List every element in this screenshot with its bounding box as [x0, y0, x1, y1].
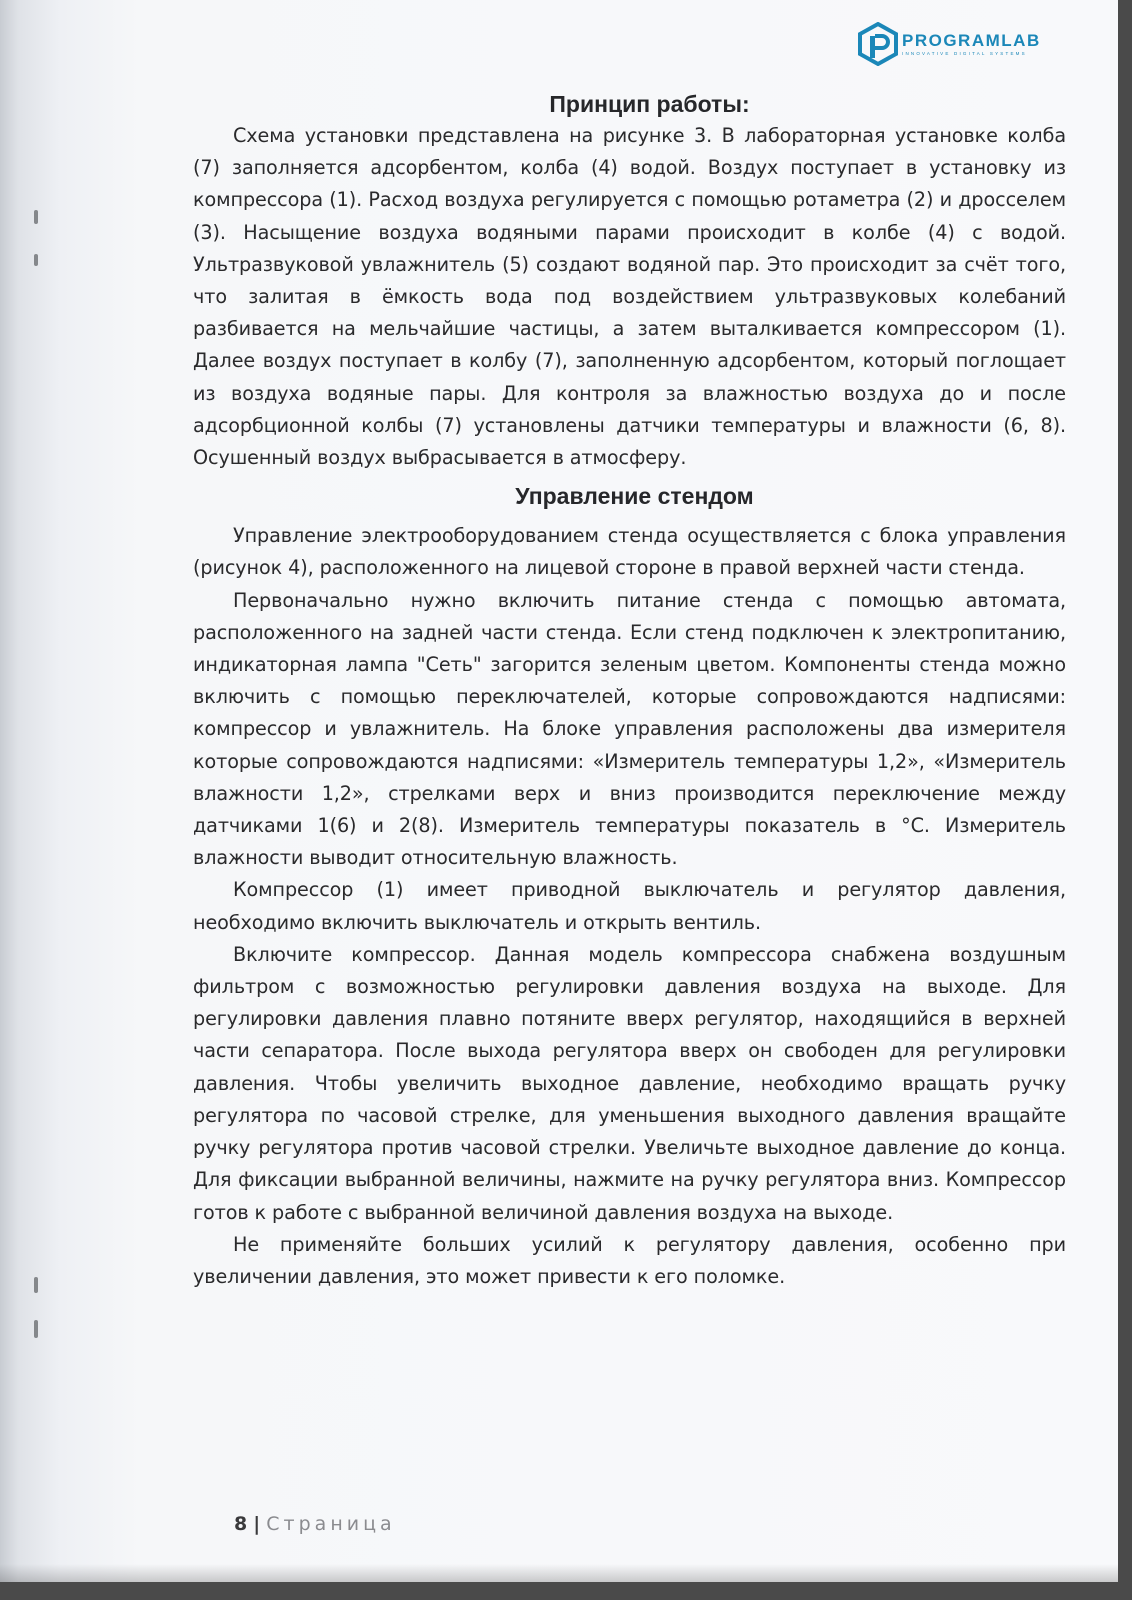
binding-mark — [34, 1320, 38, 1338]
paragraph: Компрессор (1) имеет приводной выключатель и регулятор давления, необходимо включить выключатель и открыть вентиль. — [193, 878, 1066, 934]
footer-separator: | — [253, 1513, 261, 1535]
paragraph: Управление электрооборудованием стенда осуществляется с блока управления (рисунок 4), расположенного на лицевой стороне в правой верхней части стенда. — [193, 524, 1066, 580]
page-number: 8 — [234, 1513, 248, 1535]
logo-tagline: INNOVATIVE DIGITAL SYSTEMS — [902, 50, 1027, 56]
scan-shadow — [0, 1564, 1118, 1582]
binding-mark — [34, 1277, 38, 1293]
paragraph: Первоначально нужно включить питание стенда с помощью автомата, расположенного на задней части стенда. Если стенд подключен к электропитанию, индикаторная лампа "Сеть" загорится зеленым цветом. Компоненты стенда можно включить с помощью переключателей, которые сопровождаются надписями: компрессор и увлажнитель. На блоке управления расположены два измерителя которые сопровождаются надписями: «Измеритель температуры 1,2», «Измеритель влажности 1,2», стрелками верх и вниз производится переключение между датчиками 1(6) и 2(8). Измеритель температуры показатель в °С. Измеритель влажности выводит относительную влажность. — [193, 588, 1066, 870]
paragraph: Включите компрессор. Данная модель компрессора снабжена воздушным фильтром с возможностью регулировки давления воздуха на выходе. Для регулировки давления плавно потяните вверх регулятор, находящийся в верхней части сепаратора. После выхода регулятора вверх он свободен для регулировки давления. Чтобы увеличить выходное давление, необходимо вращать ручку регулятора по часовой стрелке, для уменьшения выходного давления вращайте ручку регулятора против часовой стрелки. Увеличьте выходное давление до конца. Для фиксации выбранной величины, нажмите на ручку регулятора вниз. Компрессор готов к работе с выбранной величиной давления воздуха на выходе. — [193, 942, 1066, 1224]
paragraph: Не применяйте больших усилий к регулятору давления, особенно при увеличении давления, это может привести к его поломке. — [193, 1232, 1066, 1288]
page-word: Страница — [266, 1513, 396, 1535]
binding-mark — [34, 210, 38, 224]
logo-name: PROGRAMLAB — [902, 30, 1041, 50]
page-content — [193, 88, 1066, 1293]
paragraph: Схема установки представлена на рисунке 3. В лабораторная установке колба (7) заполняется адсорбентом, колба (4) водой. Воздух поступает в установку из компрессора (1). Расход воздуха регулируется с помощью ротаметра (2) и дросселем (3). Насыщение воздуха водяными парами происходит в колбе (4) с водой. Ультразвуковой увлажнитель (5) создают водяной пар. Это происходит за счёт того, что залитая в ёмкость вода под воздействием ультразвуковых колебаний разбивается на мельчайшие частицы, а затем выталкивается компрессором (1). Далее воздух поступает в колбу (7), заполненную адсорбентом, который поглощает из воздуха водяные пары. Для контроля за влажностью воздуха до и после адсорбционной колбы (7) установлены датчики температуры и влажности (6, 8). Осушенный воздух выбрасывается в атмосферу. — [193, 124, 1066, 470]
section-heading-principle: Принцип работы: — [549, 91, 750, 117]
binding-mark — [34, 254, 38, 266]
section-heading-control: Управление стендом — [515, 483, 754, 510]
programlab-logo-icon — [858, 22, 898, 66]
company-logo — [858, 22, 1041, 66]
page-footer — [234, 1513, 396, 1535]
